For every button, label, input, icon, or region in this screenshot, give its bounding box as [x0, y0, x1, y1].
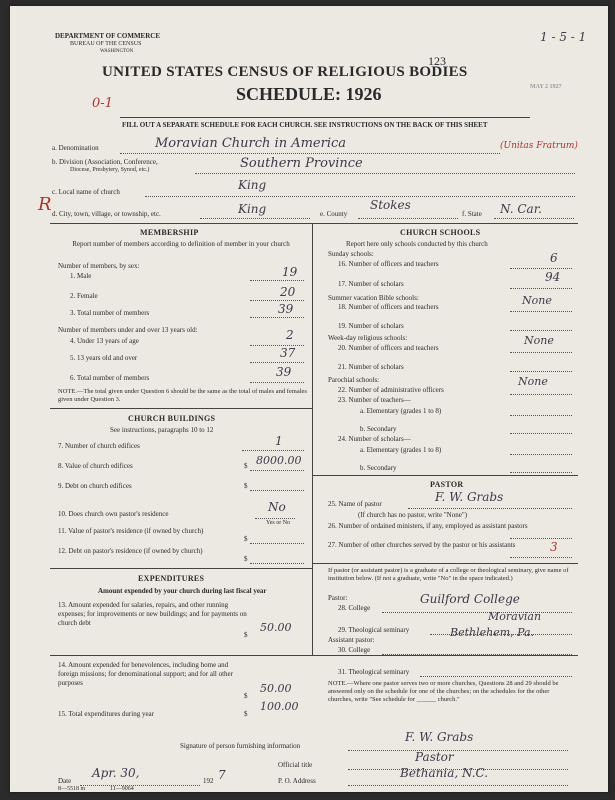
- county-value[interactable]: Stokes: [370, 198, 411, 212]
- q11-dollar: $: [244, 535, 248, 543]
- print-code-1: 8—5518 m: [58, 786, 86, 792]
- state-value[interactable]: N. Car.: [500, 202, 542, 216]
- dept-line3: WASHINGTON: [100, 49, 134, 54]
- q16-label: 16. Number of officers and teachers: [338, 260, 439, 268]
- official-title-label: Official title: [278, 761, 313, 769]
- q13-value[interactable]: 50.00: [260, 621, 292, 634]
- city-value[interactable]: King: [238, 202, 267, 216]
- q31-label: 31. Theological seminary: [338, 668, 410, 676]
- q25-note: (If church has no pastor, write "None"): [358, 511, 468, 519]
- local-name-value[interactable]: King: [238, 178, 267, 192]
- page-subtitle: SCHEDULE: 1926: [236, 84, 382, 104]
- q20-label: 20. Number of officers and teachers: [338, 344, 439, 352]
- q9-label: 9. Debt on church edifices: [58, 482, 132, 490]
- date-value[interactable]: Apr. 30,: [92, 766, 140, 780]
- college-note: If pastor (or assistant pastor) is a graduate of a college or theological seminary, give name of institution below. (If not a graduate, write "No" in the space indicated.): [328, 567, 569, 582]
- q15-dollar: $: [244, 710, 248, 718]
- q14-value[interactable]: 50.00: [260, 682, 292, 695]
- q28-label: 28. College: [338, 604, 371, 612]
- address-label: P. O. Address: [278, 777, 316, 785]
- page-title: UNITED STATES CENSUS OF RELIGIOUS BODIES: [102, 64, 468, 80]
- q8-label: 8. Value of church edifices: [58, 462, 133, 470]
- denomination-red-note: (Unitas Fratrum): [500, 141, 578, 151]
- q4-label: 4. Under 13 years of age: [70, 337, 139, 345]
- q21-label: 21. Number of scholars: [338, 363, 404, 371]
- age-heading: Number of members under and over 13 years old:: [58, 326, 198, 334]
- denomination-value[interactable]: Moravian Church in America: [155, 136, 347, 151]
- q24-label: 24. Number of scholars—: [338, 435, 411, 443]
- division-value[interactable]: Southern Province: [240, 156, 363, 171]
- county-label: e. County: [320, 210, 348, 218]
- q12-label: 12. Debt on pastor's residence (if owned by church): [58, 547, 203, 555]
- q10-label: 10. Does church own pastor's residence: [58, 510, 169, 518]
- expenditures-intro: Amount expended by your church during last fiscal year: [98, 587, 267, 595]
- q22-value[interactable]: None: [518, 375, 548, 388]
- q18-value[interactable]: None: [522, 294, 552, 307]
- q5-label: 5. 13 years old and over: [70, 354, 138, 362]
- q24a-label: a. Elementary (grades 1 to 8): [360, 446, 442, 454]
- q27-label: 27. Number of other churches served by the pastor or his assistants: [328, 541, 516, 549]
- buildings-intro: See instructions, paragraphs 10 to 12: [110, 426, 214, 434]
- q15-value[interactable]: 100.00: [260, 700, 299, 713]
- q6-label: 6. Total number of members: [70, 374, 150, 382]
- q18-label: 18. Number of officers and teachers: [338, 303, 439, 311]
- q27-value[interactable]: 3: [550, 540, 558, 554]
- received-stamp: MAY 2 1927: [530, 84, 562, 90]
- corner-note: 1 - 5 - 1: [540, 30, 587, 44]
- sunday-label: Sunday schools:: [328, 250, 374, 258]
- q14-label: 14. Amount expended for benevolences, including home and foreign missions; for denominational support; and for all other purposes: [58, 661, 233, 687]
- local-name-label: c. Local name of church: [52, 188, 120, 196]
- q24b-label: b. Secondary: [360, 464, 397, 472]
- q4-value[interactable]: 2: [286, 328, 294, 342]
- instruction: FILL OUT A SEPARATE SCHEDULE FOR EACH CHURCH. SEE INSTRUCTIONS ON THE BACK OF THIS SHEET: [122, 121, 488, 129]
- q22-label: 22. Number of administrative officers: [338, 386, 444, 394]
- denomination-label: a. Denomination: [52, 144, 99, 152]
- state-label: f. State: [462, 210, 482, 218]
- q1-label: 1. Male: [70, 272, 92, 280]
- by-sex-label: Number of members, by sex:: [58, 262, 140, 270]
- city-label: d. City, town, village, or township, etc.: [52, 210, 161, 218]
- asst-label: Assistant pastor:: [328, 636, 375, 644]
- official-title-value[interactable]: Pastor: [415, 750, 454, 764]
- membership-intro: Report number of members according to definition of member in your church: [72, 240, 290, 248]
- q8-value[interactable]: 8000.00: [256, 454, 302, 467]
- census-schedule-sheet: [10, 6, 608, 792]
- division-label: b. Division (Association, Conference,: [52, 158, 158, 166]
- pastor-note: NOTE.—Where one pastor serves two or more churches, Questions 28 and 29 should be answered only on the schedule for one of the churches; on the schedules for the other churches, write "See schedule for ______ church.": [328, 680, 559, 703]
- q25-value[interactable]: F. W. Grabs: [435, 490, 504, 504]
- q2-label: 2. Female: [70, 292, 98, 300]
- print-code-2: 11—9064: [110, 786, 134, 792]
- summer-label: Summer vacation Bible schools:: [328, 294, 419, 302]
- signature-label: Signature of person furnishing information: [180, 742, 301, 750]
- pastor-sub-label: Pastor:: [328, 594, 348, 602]
- q12-dollar: $: [244, 555, 248, 563]
- q14-dollar: $: [244, 692, 248, 700]
- weekday-label: Week-day religious schools:: [328, 334, 408, 342]
- q17-value[interactable]: 94: [545, 270, 561, 284]
- q6-value[interactable]: 39: [276, 365, 292, 379]
- q1-value[interactable]: 19: [282, 265, 298, 279]
- q11-label: 11. Value of pastor's residence (if owned by church): [58, 527, 204, 535]
- q7-value[interactable]: 1: [275, 434, 283, 448]
- q3-value[interactable]: 39: [278, 302, 294, 316]
- date-label: Date: [58, 777, 72, 785]
- q5-value[interactable]: 37: [280, 346, 296, 360]
- q23-label: 23. Number of teachers—: [338, 396, 411, 404]
- signature-value[interactable]: F. W. Grabs: [405, 730, 474, 744]
- address-value[interactable]: Bethania, N.C.: [400, 766, 489, 780]
- parochial-label: Parochial schools:: [328, 376, 380, 384]
- expenditures-heading: EXPENDITURES: [138, 574, 205, 583]
- q29-value-b[interactable]: Bethlehem, Pa.: [450, 626, 535, 639]
- red-mark: 0-1: [92, 96, 113, 111]
- yes-no-hint: Yes or No: [266, 520, 291, 526]
- schools-intro: Report here only schools conducted by this church: [346, 240, 488, 248]
- q20-value[interactable]: None: [524, 334, 554, 347]
- q17-label: 17. Number of scholars: [338, 280, 404, 288]
- year-prefix: 192: [203, 777, 214, 785]
- q13-label: 13. Amount expended for salaries, repairs, and other running expenses; for improvements or new buildings; and for payments on church debt: [58, 601, 247, 627]
- buildings-heading: CHURCH BUILDINGS: [128, 414, 216, 423]
- q23a-label: a. Elementary (grades 1 to 8): [360, 407, 442, 415]
- red-check: R: [38, 194, 52, 215]
- q13-dollar: $: [244, 631, 248, 639]
- q10-value[interactable]: No: [268, 500, 286, 514]
- q19-label: 19. Number of scholars: [338, 322, 404, 330]
- pastor-heading: PASTOR: [430, 480, 464, 489]
- division-label2: Diocese, Presbytery, Synod, etc.): [70, 167, 150, 173]
- q3-label: 3. Total number of members: [70, 309, 150, 317]
- q16-value[interactable]: 6: [550, 251, 558, 265]
- dept-line1: DEPARTMENT OF COMMERCE: [55, 32, 161, 40]
- membership-heading: MEMBERSHIP: [140, 228, 199, 237]
- q2-value[interactable]: 20: [280, 285, 296, 299]
- schools-heading: CHURCH SCHOOLS: [400, 228, 481, 237]
- year-value[interactable]: 7: [218, 768, 226, 782]
- q29-label: 29. Theological seminary: [338, 626, 410, 634]
- q8-dollar: $: [244, 462, 248, 470]
- q25-label: 25. Name of pastor: [328, 500, 382, 508]
- q7-label: 7. Number of church edifices: [58, 442, 140, 450]
- membership-note: NOTE.—The total given under Question 6 should be the same as the total of males and females given under Question 3.: [58, 388, 307, 403]
- q15-label: 15. Total expenditures during year: [58, 710, 154, 718]
- dept-line2: BUREAU OF THE CENSUS: [70, 41, 142, 47]
- form-number: 123: [428, 54, 446, 68]
- q29-value-a[interactable]: Moravian: [488, 610, 542, 623]
- q23b-label: b. Secondary: [360, 425, 397, 433]
- q28-value[interactable]: Guilford College: [420, 592, 520, 606]
- q26-label: 26. Number of ordained ministers, if any, employed as assistant pastors: [328, 522, 528, 530]
- q9-dollar: $: [244, 482, 248, 490]
- q30-label: 30. College: [338, 646, 371, 654]
